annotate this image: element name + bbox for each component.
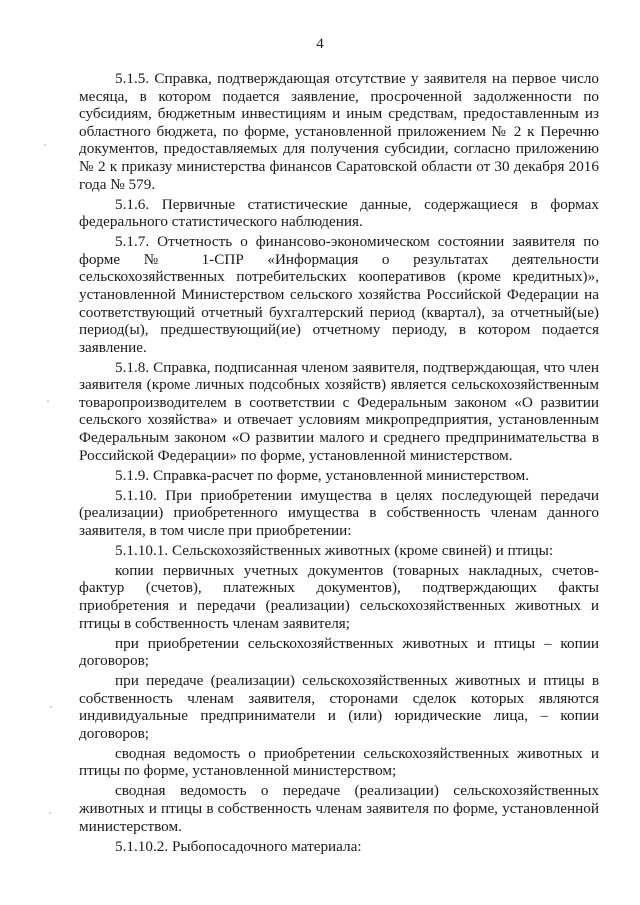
- scan-speck: [47, 400, 49, 402]
- paragraph-transfer-contracts: при передаче (реализации) сельскохозяйственных животных и птицы в собственность членам заявителя, сторонами сделок которых являются индивидуальные предприниматели и (или) юридические лица, – копии договоров;: [79, 672, 599, 742]
- paragraph-5-1-7: 5.1.7. Отчетность о финансово-экономическом состоянии заявителя по форме № 1-СПР «Информация о результатах деятельности сельскохозяйственных потребительских кооперативов (кроме кредитных)», установленной Министерством сельского хозяйства Российской Федерации на соответствующий отчетный бухгалтерский период (квартал), за отчетный(ые) период(ы), предшествующий(ие) отчетному периоду, в котором подается заявление.: [79, 233, 599, 356]
- paragraph-5-1-8: 5.1.8. Справка, подписанная членом заявителя, подтверждающая, что член заявителя (кроме личных подсобных хозяйств) является сельскохозяйственным товаропроизводителем в соответствии с Федеральным законом «О развитии сельского хозяйства» и отвечает условиям микропредприятия, установленным Федеральным законом «О развитии малого и среднего предпринимательства в Российской Федерации» по форме, установленной министерством.: [79, 358, 599, 464]
- scan-speck: [50, 706, 52, 708]
- paragraph-5-1-10: 5.1.10. При приобретении имущества в целях последующей передачи (реализации) приобретенного имущества в собственность членам данного заявителя, в том числе при приобретении:: [79, 486, 599, 539]
- paragraph-transfer-summary: сводная ведомость о передаче (реализации) сельскохозяйственных животных и птицы в собственность членам заявителя по форме, установленной министерством.: [79, 782, 599, 835]
- paragraph-purchase-contracts: при приобретении сельскохозяйственных животных и птицы – копии договоров;: [79, 634, 599, 670]
- paragraph-5-1-10-2: 5.1.10.2. Рыбопосадочного материала:: [115, 837, 362, 855]
- page-number: 4: [316, 36, 324, 52]
- paragraph-5-1-9: 5.1.9. Справка-расчет по форме, установленной министерством.: [115, 466, 530, 484]
- scan-speck: [49, 812, 51, 814]
- paragraph-5-1-6: 5.1.6. Первичные статистические данные, содержащиеся в формах федерального статистического наблюдения.: [79, 195, 599, 231]
- paragraph-5-1-10-1: 5.1.10.1. Сельскохозяйственных животных (кроме свиней) и птицы:: [115, 541, 554, 559]
- document-body: [79, 70, 599, 858]
- paragraph-purchase-summary: сводная ведомость о приобретении сельскохозяйственных животных и птицы по форме, установленной министерством;: [79, 744, 599, 780]
- paragraph-5-1-5: 5.1.5. Справка, подтверждающая отсутствие у заявителя на первое число месяца, в котором подается заявление, просроченной задолженности по субсидиям, бюджетным инвестициям и иным средствам, предоставленным из областного бюджета, по форме, установленной приложением № 2 к Перечню документов, предоставляемых для получения субсидии, согласно приложению № 2 к приказу министерства финансов Саратовской области от 30 декабря 2016 года № 579.: [79, 70, 599, 193]
- paragraph-primary-documents: копии первичных учетных документов (товарных накладных, счетов-фактур (счетов), платежных документов), подтверждающих факты приобретения и передачи (реализации) сельскохозяйственных животных и птицы в собственность членам заявителя;: [79, 561, 599, 632]
- scan-speck: [44, 144, 46, 146]
